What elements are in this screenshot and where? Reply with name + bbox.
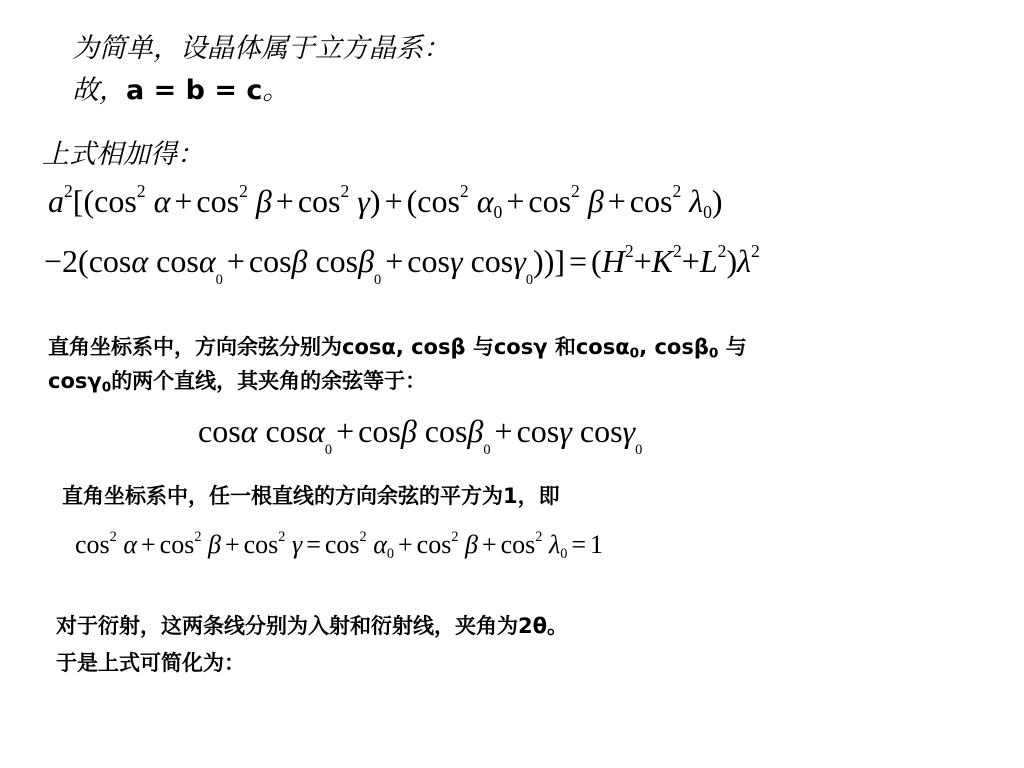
intro-line-2-suffix: 。 <box>262 75 290 106</box>
intro-line-2 <box>72 68 289 107</box>
square-sum-equation: $\cos^2 \alpha + \cos^2 \beta + \cos^2 \gamma = \cos^2 \alpha_0 + \cos^2 \beta + \cos^2 \lambda_0 = 1$ <box>75 528 604 562</box>
sum-equation-line-1: $a^2[(\cos^2$ $\alpha + \cos^2 \beta + \cos^2 \gamma) + (\cos^2$ $\alpha_0 + \cos^2 \beta + \cos^2 \lambda_0$) <box>48 181 723 223</box>
sum-heading: 上式相加得： <box>42 139 204 170</box>
diffraction-line-1: 对于衍射，这两条线分别为入射和衍射线，夹角为2θ。 <box>56 614 569 638</box>
cosine-angle-equation: cosα cosα$_0$+ cosβ cosβ$_0$+ cosγ cosγ$_0$ <box>198 413 643 459</box>
sum-equation-line-2: −2(cosα cosα$_0$+ cosβ cosβ$_0$+ cosγ $\cos\gamma_0))] = (H^2+K^2+L^2)\lambda^2$ <box>44 241 760 289</box>
direction-cosines-text-2: cosγ$_0$的两个直线，其夹角的余弦等于： <box>48 369 427 396</box>
square-sum-text: 直角坐标系中，任一根直线的方向余弦的平方为1，即 <box>62 484 560 508</box>
intro-line-2-formula: a = b = c <box>126 75 263 106</box>
diffraction-line-2: 于是上式可简化为： <box>56 651 245 675</box>
direction-cosines-text: 直角坐标系中，方向余弦分别为cosα, cosβ 与cosγ 和cosα$_0$, cosβ$_0$ 与 <box>48 335 747 362</box>
intro-line-1: 为简单，设晶体属于立方晶系： <box>72 33 450 64</box>
intro-line-2-prefix: 故， <box>72 75 126 106</box>
